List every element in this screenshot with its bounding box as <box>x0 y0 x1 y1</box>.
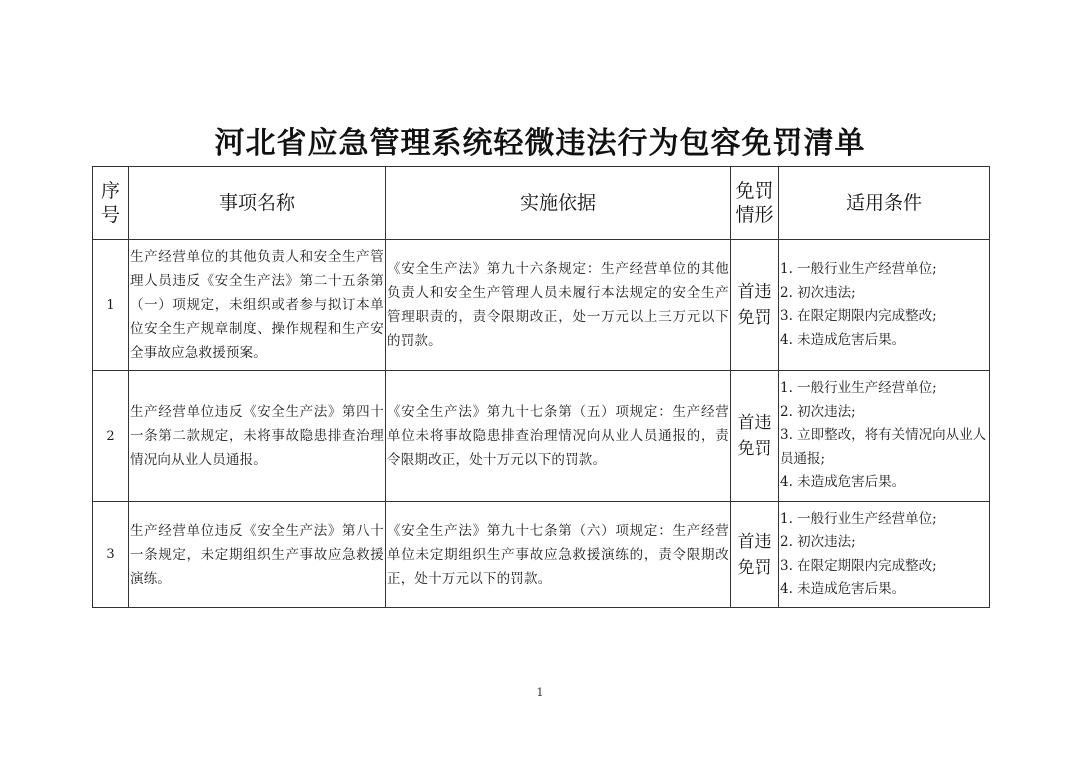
table-header-row <box>93 167 990 240</box>
header-name: 事项名称 <box>129 167 386 240</box>
header-basis: 实施依据 <box>386 167 731 240</box>
condition-line: 4. 未造成危害后果。 <box>780 581 906 597</box>
row-seq: 2 <box>93 371 129 502</box>
row-legal-basis: 《安全生产法》第九十七条第（六）项规定：生产经营单位未定期组织生产事故应急救援演练的，责令限期改正，处十万元以下的罚款。 <box>386 502 731 608</box>
row-legal-basis: 《安全生产法》第九十六条规定：生产经营单位的其他负责人和安全生产管理人员未履行本法规定的安全生产管理职责的，责令限期改正，处一万元以上三万元以下的罚款。 <box>386 240 731 371</box>
condition-line: 2. 初次违法; <box>780 284 856 301</box>
row-exemption-form: 首违免罚 <box>731 371 779 502</box>
condition-line: 1. 一般行业生产经营单位; <box>780 261 937 277</box>
condition-line: 2. 初次违法; <box>780 403 856 420</box>
table-row <box>93 502 990 608</box>
row-conditions <box>779 371 990 502</box>
table-row <box>93 371 990 502</box>
condition-line: 3. 在限定期限内完成整改; <box>780 308 937 324</box>
row-exemption-form: 首违免罚 <box>731 240 779 371</box>
row-seq: 1 <box>93 240 129 371</box>
document-title: 河北省应急管理系统轻微违法行为包容免罚清单 <box>214 126 866 161</box>
row-item-name: 生产经营单位违反《安全生产法》第四十一条第二款规定，未将事故隐患排查治理情况向从业人员通报。 <box>129 371 386 502</box>
row-conditions <box>779 502 990 608</box>
row-exemption-form: 首违免罚 <box>731 502 779 608</box>
row-item-name: 生产经营单位违反《安全生产法》第八十一条规定，未定期组织生产事故应急救援演练。 <box>129 502 386 608</box>
header-conditions: 适用条件 <box>779 167 990 240</box>
table-row <box>93 240 990 371</box>
row-legal-basis: 《安全生产法》第九十七条第（五）项规定：生产经营单位未将事故隐患排查治理情况向从业人员通报的，责令限期改正，处十万元以下的罚款。 <box>386 371 731 502</box>
penalty-exemption-table <box>92 166 990 608</box>
row-item-name: 生产经营单位的其他负责人和安全生产管理人员违反《安全生产法》第二十五条第（一）项规定，未组织或者参与拟订本单位安全生产规章制度、操作规程和生产安全事故应急救援预案。 <box>129 240 386 371</box>
condition-line: 4. 未造成危害后果。 <box>780 474 906 491</box>
condition-line: 4. 未造成危害后果。 <box>780 331 906 348</box>
row-conditions <box>779 240 990 371</box>
header-form: 免罚情形 <box>731 167 779 240</box>
condition-line: 3. 在限定期限内完成整改; <box>780 557 937 574</box>
condition-line: 2. 初次违法; <box>780 534 856 550</box>
condition-line: 1. 一般行业生产经营单位; <box>780 380 937 397</box>
condition-line: 1. 一般行业生产经营单位; <box>780 510 937 527</box>
row-seq: 3 <box>93 502 129 608</box>
condition-line: 3. 立即整改，将有关情况向从业人员通报; <box>780 427 987 467</box>
page-number: 1 <box>536 686 544 699</box>
header-seq: 序号 <box>93 167 129 240</box>
